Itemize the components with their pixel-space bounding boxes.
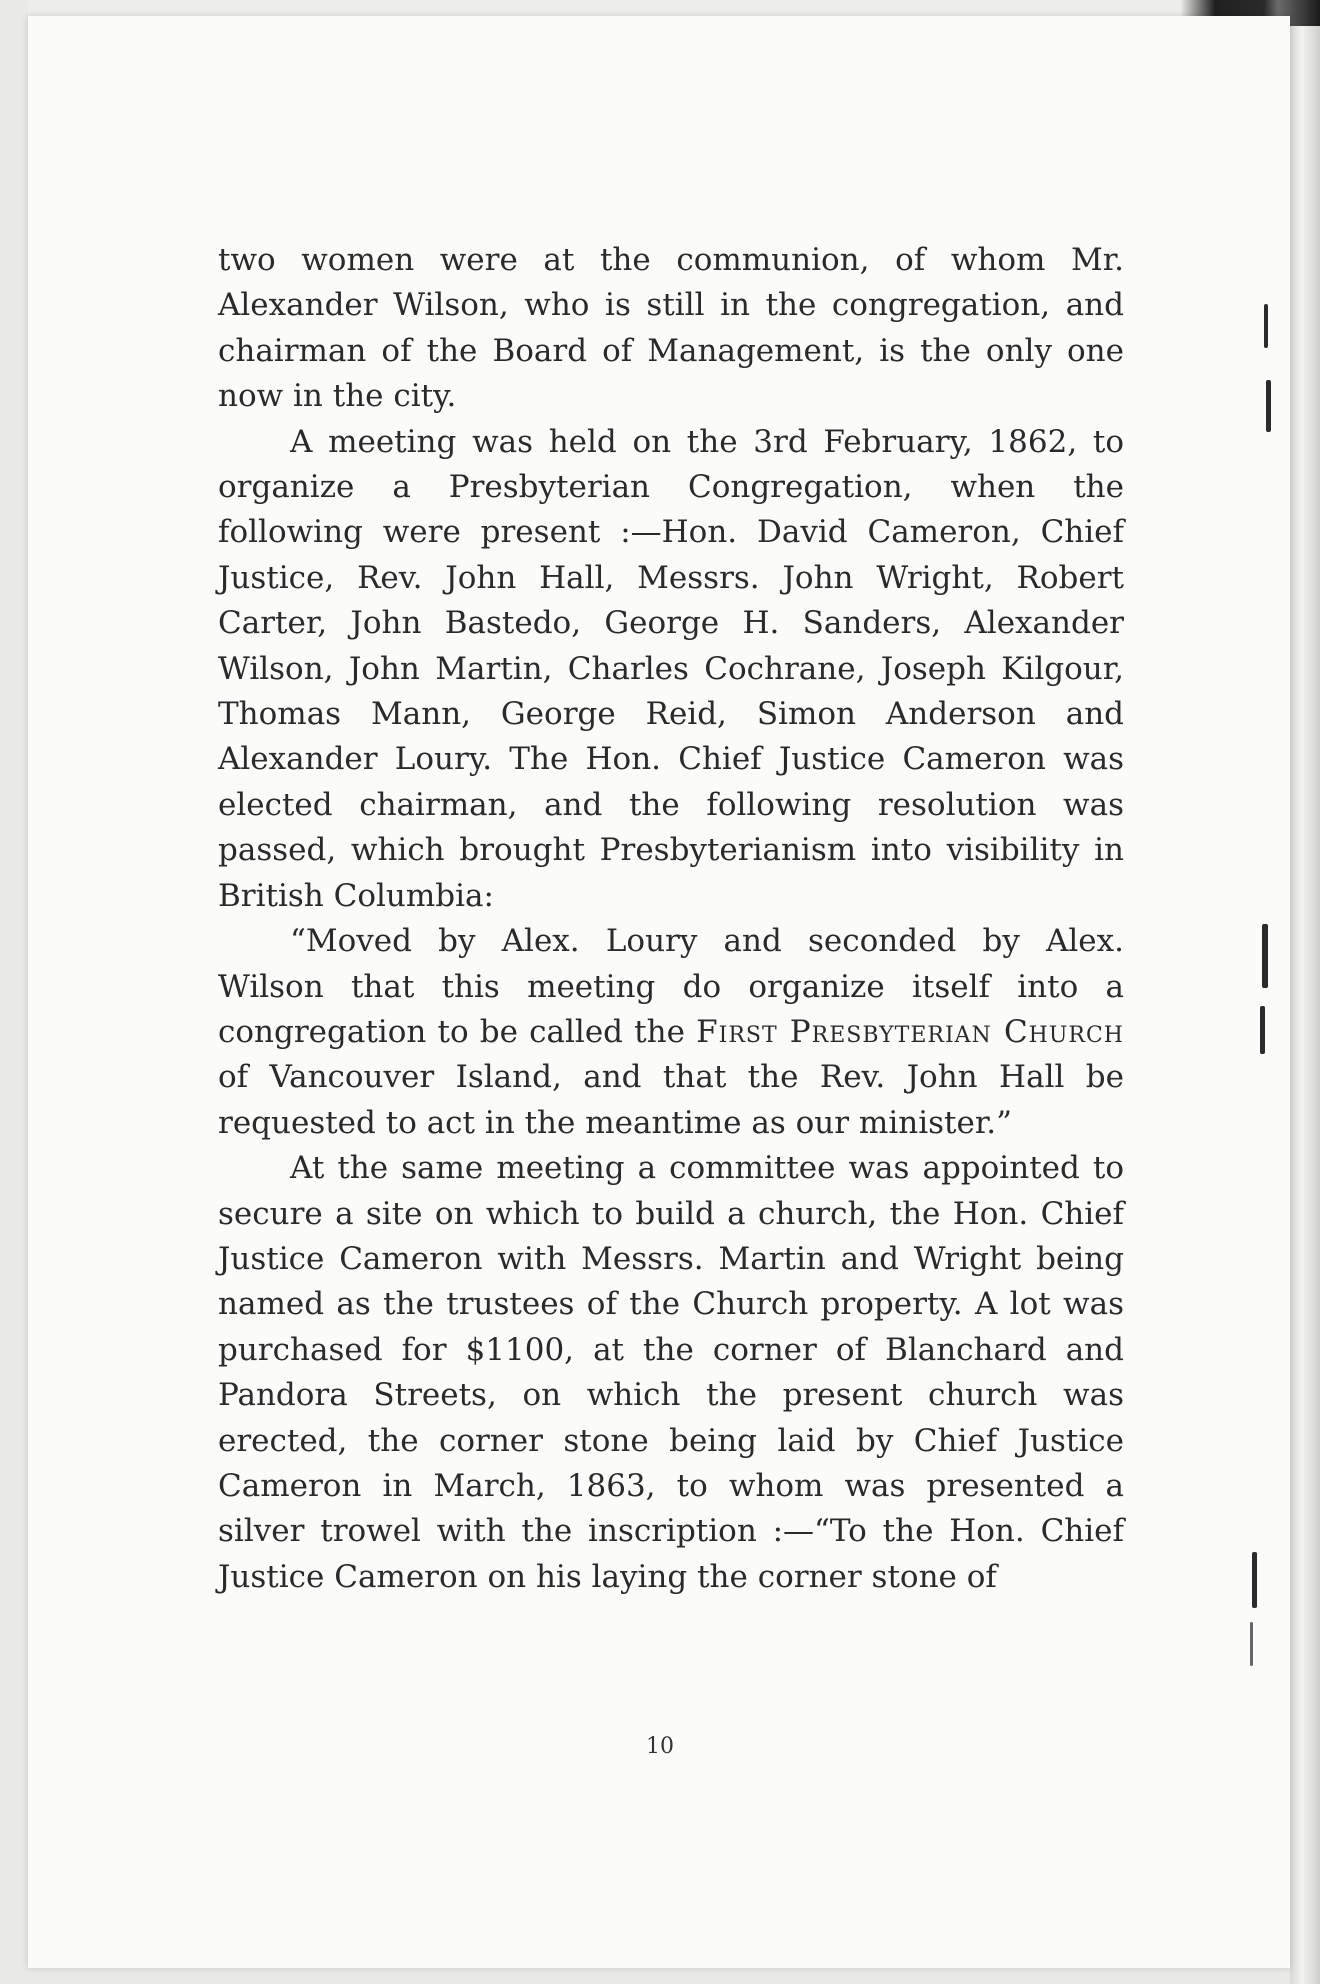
quote-before: “Moved by Alex. Loury and seconded by Alex. Wilson that this meeting do organize itself into a congregation to be called the (218, 923, 1124, 1050)
scan-right-edge (1290, 0, 1320, 1984)
paragraph-site: At the same meeting a committee was appointed to secure a site on which to build a church, the Hon. Chief Justice Cameron with Messrs. Martin and Wright being named as the trustees of the Church property. A lot was purchased for $1100, at the corner of Blanchard and Pandora Streets, on which the present church was erected, the corner stone being laid by Chief Justice Cameron in March, 1863, to whom was presented a silver trowel with the inscription :—“To the Hon. Chief Justice Cameron on his laying the corner stone of (218, 1150, 1124, 1595)
paragraph-meeting: A meeting was held on the 3rd February, 1862, to organize a Presbyterian Congregation, when the following were present :—Hon. David Cameron, Chief Justice, Rev. John Hall, Messrs. John Wright, Robert Carter, John Bastedo, George H. Sanders, Alexander Wilson, John Martin, Charles Cochrane, Joseph Kilgour, Thomas Mann, George Reid, Simon Anderson and Alexander Loury. The Hon. Chief Justice Cameron was elected chairman, and the following resolution was passed, which brought Presbyterianism into visibility in British Columbia: (218, 423, 1124, 914)
margin-mark-4 (1260, 1006, 1265, 1054)
quote-after: of Vancouver Island, and that the Rev. John Hall be requested to act in the meantime as our minister.” (218, 1059, 1124, 1141)
margin-mark-6 (1250, 1622, 1253, 1666)
page-number: 10 (646, 1734, 674, 1759)
paragraph-resolution-quote (218, 919, 1124, 1146)
paragraph-communion: two women were at the communion, of whom Mr. Alexander Wilson, who is still in the congregation, and chairman of the Board of Management, is the only one now in the city. (218, 242, 1124, 415)
margin-mark-1 (1264, 304, 1268, 348)
scan-top-edge (28, 0, 1320, 16)
page-body-text (218, 238, 1124, 1600)
margin-mark-5 (1252, 1552, 1257, 1608)
church-name: First Presbyterian Church (696, 1013, 1124, 1050)
margin-mark-3 (1262, 924, 1268, 988)
margin-mark-2 (1266, 380, 1271, 432)
